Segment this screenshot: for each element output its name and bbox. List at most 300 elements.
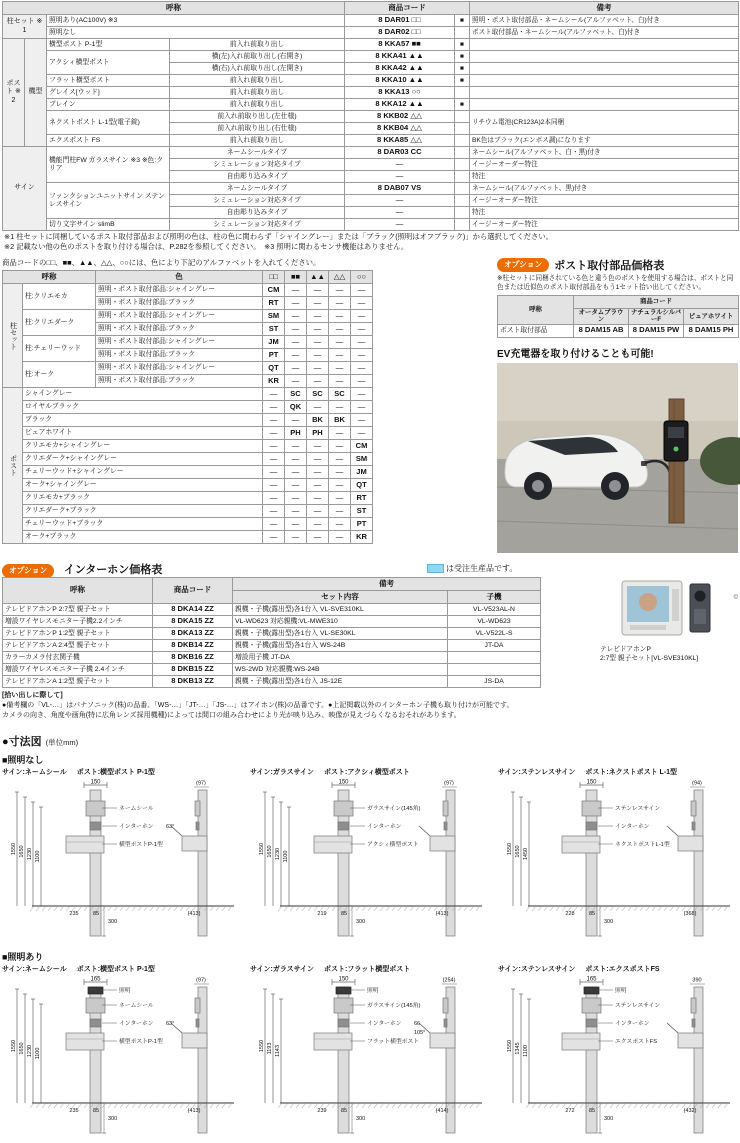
header-cell: ▲▲ xyxy=(307,271,329,284)
cell: ― xyxy=(329,440,351,453)
svg-text:272: 272 xyxy=(565,1108,575,1114)
cell: ― xyxy=(307,349,329,362)
diagram-post-label: ポスト:フラット横型ポスト xyxy=(324,966,411,973)
svg-text:1550: 1550 xyxy=(259,1039,265,1053)
cell: アクシィ横型ポスト xyxy=(47,51,170,75)
svg-text:1550: 1550 xyxy=(259,842,265,856)
cell: JM xyxy=(351,466,373,479)
cell: SC xyxy=(285,388,307,401)
diagram-caption xyxy=(2,767,242,777)
header-cell: 呼称 xyxy=(3,2,345,15)
svg-text:1100: 1100 xyxy=(283,850,289,863)
cell: 8 KKA12 ▲▲ xyxy=(345,99,455,111)
cell: ― xyxy=(307,518,329,531)
cell: 機能門柱FW ガラスサイン ※3 ※色:クリア xyxy=(47,147,170,183)
cell: オーク+シャイングレー xyxy=(23,479,263,492)
svg-text:(368): (368) xyxy=(683,911,697,917)
cell: ポスト xyxy=(3,388,23,544)
dimension-diagram xyxy=(250,767,490,946)
svg-text:1143: 1143 xyxy=(275,1045,281,1057)
diagram-sign-label: サイン:ネームシール xyxy=(2,769,67,776)
cell: ― xyxy=(329,505,351,518)
cell: ― xyxy=(345,171,455,183)
dimension-diagram-svg xyxy=(250,778,486,946)
cell: ― xyxy=(345,219,455,231)
cell: 照明なし xyxy=(47,27,345,39)
svg-text:150: 150 xyxy=(338,779,349,786)
dimension-diagram xyxy=(250,964,490,1143)
cell: JM xyxy=(263,336,285,349)
cell: 8 DAR02 □□ xyxy=(345,27,455,39)
cell: ― xyxy=(285,362,307,375)
cell: 照明・ポスト取付部品:ブラック xyxy=(96,297,263,310)
cell: 柱:クリエモカ xyxy=(23,284,96,310)
cell: ネクストポスト L-1型(電子錠) xyxy=(47,111,170,135)
cell: ― xyxy=(329,453,351,466)
svg-text:300: 300 xyxy=(108,919,118,925)
product-code-table xyxy=(2,1,739,231)
cell: 自由彫り込みタイプ xyxy=(170,207,345,219)
cell: シャイングレー xyxy=(23,388,263,401)
monitor-unit xyxy=(622,581,682,635)
cell: ― xyxy=(307,492,329,505)
intercom-caption-line2: 2:7型 親子セット[VL-SVE310KL] xyxy=(600,655,699,663)
cell: 8 KKA41 ▲▲ xyxy=(345,51,455,63)
cell: 親機・子機(露出型)各1台入 VL-SE30KL xyxy=(233,628,448,640)
dimension-unit: (単位mm) xyxy=(45,738,79,747)
cell: KR xyxy=(263,375,285,388)
cell xyxy=(455,147,470,159)
header-cell: 備考 xyxy=(233,578,541,591)
diagram-post-label: ポスト:横型ポスト P-1型 xyxy=(76,966,155,973)
cell: オーク+ブラック xyxy=(23,531,263,544)
option-badge: オプション xyxy=(2,564,54,578)
svg-text:1100: 1100 xyxy=(523,1045,529,1057)
cell: JS-DA xyxy=(448,676,541,688)
diagram-sign-label: サイン:ガラスサイン xyxy=(250,966,315,973)
cell: ― xyxy=(329,518,351,531)
dimension-diagram-svg xyxy=(2,975,238,1143)
cell: 8 DAB07 VS xyxy=(345,183,455,195)
header-cell: 呼称 xyxy=(3,578,153,604)
cell: ― xyxy=(307,375,329,388)
svg-text:(413): (413) xyxy=(187,1108,201,1114)
cell: 自由彫り込みタイプ xyxy=(170,171,345,183)
cell: 特注 xyxy=(470,207,739,219)
diagram-row-no-light xyxy=(2,767,738,946)
intercom-note-2: カメラの向き、角度や画角(特に広角レンズ採用機種)によっては間口の組み合わせにより光が映り込み、映像が見えづらくなるおそれがあります。 xyxy=(2,711,461,719)
cell: ― xyxy=(263,479,285,492)
cell: ― xyxy=(329,310,351,323)
cell: ― xyxy=(285,505,307,518)
svg-text:1650: 1650 xyxy=(515,845,521,858)
cell: ― xyxy=(285,323,307,336)
intercom-photo xyxy=(620,577,716,643)
cell: ― xyxy=(263,388,285,401)
svg-text:300: 300 xyxy=(604,919,614,925)
svg-text:66: 66 xyxy=(414,1021,421,1027)
header-cell: ピュアホワイト xyxy=(684,309,739,325)
svg-text:横型ポストP-1型: 横型ポストP-1型 xyxy=(119,842,163,848)
cell: ― xyxy=(263,466,285,479)
cell: ― xyxy=(285,531,307,544)
cell: 照明・ポスト取付部品:シャイングレー xyxy=(96,284,263,297)
svg-text:1345: 1345 xyxy=(515,1042,521,1055)
header-cell: □□ xyxy=(263,271,285,284)
cell: CM xyxy=(263,284,285,297)
cell: ― xyxy=(263,414,285,427)
ev-charger-photo xyxy=(497,363,738,553)
svg-text:1100: 1100 xyxy=(35,850,41,863)
cell: 切り文字サイン slimB xyxy=(47,219,170,231)
diagram-sign-label: サイン:ガラスサイン xyxy=(250,769,315,776)
cell: ― xyxy=(263,440,285,453)
cell: 前入れ前取り出し xyxy=(170,135,345,147)
svg-text:235: 235 xyxy=(69,1108,79,1114)
cell: ― xyxy=(285,414,307,427)
intercom-notes xyxy=(2,691,738,720)
cell: 8 KKA57 ■■ xyxy=(345,39,455,51)
svg-text:1650: 1650 xyxy=(267,845,273,858)
cell: 照明あり(AC100V) ※3 xyxy=(47,15,345,27)
cell: フラット横型ポスト xyxy=(47,75,170,87)
dimension-diagram xyxy=(2,964,242,1143)
cell: ― xyxy=(263,492,285,505)
cell xyxy=(448,664,541,676)
footnotes xyxy=(4,232,724,252)
svg-text:63°: 63° xyxy=(166,1021,175,1027)
svg-text:1550: 1550 xyxy=(507,842,513,856)
cell: VL-WD623 対応親機:VL-MWE310 xyxy=(233,616,448,628)
cell xyxy=(470,39,739,51)
svg-text:(254): (254) xyxy=(442,977,456,984)
cell: 照明・ポスト取付部品:シャイングレー xyxy=(96,310,263,323)
cell: 8 DAM15 PH xyxy=(684,324,739,337)
svg-text:1230: 1230 xyxy=(27,847,33,861)
cell: ― xyxy=(351,414,373,427)
svg-text:横型ポストP-1型: 横型ポストP-1型 xyxy=(119,1039,163,1045)
svg-text:150: 150 xyxy=(338,976,349,983)
cell: 増設ワイヤレスモニター子機2.2インチ xyxy=(3,616,153,628)
svg-text:(432): (432) xyxy=(683,1108,697,1114)
cell xyxy=(455,159,470,171)
svg-text:1650: 1650 xyxy=(19,1042,25,1055)
cell: リチウム電池(CR123A)2本同梱 xyxy=(470,111,739,135)
cell: ― xyxy=(285,492,307,505)
svg-text:85: 85 xyxy=(92,911,100,917)
option-column xyxy=(497,257,738,553)
product-code-table xyxy=(2,1,738,231)
cell: ― xyxy=(285,349,307,362)
cell: ― xyxy=(307,284,329,297)
cell: ― xyxy=(351,310,373,323)
cell: ― xyxy=(263,453,285,466)
diagram-caption xyxy=(250,767,490,777)
dimension-diagram xyxy=(498,964,738,1143)
cell: ― xyxy=(307,336,329,349)
cell: プレイン xyxy=(47,99,170,111)
cell: ファンクションユニットサイン ステンレスサイン xyxy=(47,183,170,219)
cell: チェリーウッド+ブラック xyxy=(23,518,263,531)
cell: ■ xyxy=(455,51,470,63)
cell: 増設用子機 JT-DA xyxy=(233,652,448,664)
cell: SM xyxy=(351,453,373,466)
photo-copyright: © xyxy=(733,595,738,601)
cell: 8 DAR01 □□ xyxy=(345,15,455,27)
svg-text:239: 239 xyxy=(317,1108,327,1114)
cell: 照明・ポスト取付部品:ブラック xyxy=(96,375,263,388)
svg-text:1550: 1550 xyxy=(11,842,17,856)
diagram-caption xyxy=(250,964,490,974)
cell: ― xyxy=(307,479,329,492)
intercom-price-table xyxy=(2,577,541,688)
cell: ― xyxy=(345,207,455,219)
cell: ― xyxy=(285,310,307,323)
cell: ポスト ※2 xyxy=(3,39,25,147)
header-cell: 商品コード xyxy=(345,2,470,15)
cell: 前入れ前取り出し xyxy=(170,87,345,99)
svg-text:ステンレスサイン: ステンレスサイン xyxy=(615,806,661,812)
cell: ネームシール(アルファベット、白・黒)付き xyxy=(470,147,739,159)
cell: シミュレーション対応タイプ xyxy=(170,219,345,231)
svg-text:1230: 1230 xyxy=(27,1044,33,1058)
svg-text:165: 165 xyxy=(586,976,597,983)
cell: ネームシールタイプ xyxy=(170,183,345,195)
cell: BK色はブラック(エンボス調)になります xyxy=(470,135,739,147)
cell: ― xyxy=(307,440,329,453)
diagram-sign-label: サイン:ステンレスサイン xyxy=(498,966,576,973)
cell: ネームシールタイプ xyxy=(170,147,345,159)
cell xyxy=(455,207,470,219)
footnote-2: ※2 記載ない他の色のポストを取り付ける場合は、P.282を参照してください。 ※3 照明に関わるセンサ機能はありません。 xyxy=(4,241,409,251)
header-cell: △△ xyxy=(329,271,351,284)
cell: ― xyxy=(285,284,307,297)
svg-text:390: 390 xyxy=(692,977,702,984)
cell: 8 DKB15 ZZ xyxy=(153,664,233,676)
cell: ― xyxy=(329,362,351,375)
svg-text:1550: 1550 xyxy=(11,1039,17,1053)
cell: グレイス[ウッド] xyxy=(47,87,170,99)
cell: ■ xyxy=(455,63,470,75)
ev-charger-heading: EV充電器を取り付けることも可能! xyxy=(497,348,654,360)
cell xyxy=(455,183,470,195)
cell: RT xyxy=(351,492,373,505)
diagram-sign-label: サイン:ネームシール xyxy=(2,966,67,973)
dimension-diagram-svg xyxy=(250,975,486,1143)
photo-wall-upper xyxy=(497,363,738,421)
svg-text:ステンレスサイン: ステンレスサイン xyxy=(615,1003,661,1009)
cell: ― xyxy=(345,159,455,171)
cell: 8 KKA85 △△ xyxy=(345,135,455,147)
svg-text:(413): (413) xyxy=(187,911,201,917)
svg-text:ネームシール: ネームシール xyxy=(119,806,154,812)
cell: ポスト取付部品・ネームシール(アルファベット、白)付き xyxy=(470,27,739,39)
diagram-post-label: ポスト:ネクストポスト L-1型 xyxy=(585,769,678,776)
cell: 照明・ポスト取付部品:ブラック xyxy=(96,323,263,336)
cell: 横(左)入れ前取り出し(右開き) xyxy=(170,51,345,63)
option-badge: オプション xyxy=(497,258,549,272)
cell: ― xyxy=(351,375,373,388)
cell: 照明・ポスト取付部品:シャイングレー xyxy=(96,336,263,349)
svg-text:1100: 1100 xyxy=(35,1047,41,1060)
intercom-note-title: [拾い出しに際して] xyxy=(2,692,63,699)
cell: ― xyxy=(307,310,329,323)
cell: ― xyxy=(351,349,373,362)
svg-text:照明: 照明 xyxy=(367,988,379,994)
svg-text:85: 85 xyxy=(588,1108,596,1114)
made-to-order-legend xyxy=(427,563,517,574)
cell: 前入れ前取り出し xyxy=(170,39,345,51)
svg-text:(413): (413) xyxy=(435,911,449,917)
cell: RT xyxy=(263,297,285,310)
svg-text:300: 300 xyxy=(356,919,366,925)
color-code-table xyxy=(2,270,374,544)
svg-text:インターホン: インターホン xyxy=(367,1021,402,1027)
svg-text:インターホン: インターホン xyxy=(119,824,154,830)
cell: ― xyxy=(329,401,351,414)
cell: SC xyxy=(329,388,351,401)
header-cell: 商品コード xyxy=(153,578,233,604)
header-cell: ■■ xyxy=(285,271,307,284)
cell: 8 DAR03 CC xyxy=(345,147,455,159)
cell: KR xyxy=(351,531,373,544)
intercom-title: インターホン価格表 xyxy=(63,564,163,576)
cell: ― xyxy=(263,427,285,440)
cell: 柱セット xyxy=(3,284,23,388)
cell: チェリーウッド+シャイングレー xyxy=(23,466,263,479)
cell: シミュレーション対応タイプ xyxy=(170,159,345,171)
cell: SC xyxy=(307,388,329,401)
cell: ■ xyxy=(455,39,470,51)
diagram-caption xyxy=(2,964,242,974)
cell: ― xyxy=(329,427,351,440)
cell: ST xyxy=(351,505,373,518)
cell: ― xyxy=(285,479,307,492)
svg-text:ネクストポストL-1型: ネクストポストL-1型 xyxy=(615,842,670,848)
cell: PH xyxy=(307,427,329,440)
cell: ― xyxy=(263,505,285,518)
cell: QK xyxy=(285,401,307,414)
cell: 増設ワイヤレスモニター子機 2.4インチ xyxy=(3,664,153,676)
intercom-note-1: ●備考欄の「VL-…」はパナソニック(株)の品番、「WS-…」「JT-…」「JS-…」はアイホン(株)の品番です。●上記掲載以外のインターホン子機も取り付けが可能です。 xyxy=(2,701,514,709)
cell: ― xyxy=(351,401,373,414)
cell: ― xyxy=(307,505,329,518)
cell: ネームシール(アルファベット、黒)付き xyxy=(470,183,739,195)
diagram-caption xyxy=(498,964,738,974)
door-station xyxy=(690,584,710,632)
svg-text:63°: 63° xyxy=(166,824,175,830)
svg-text:ガラスサイン(145角): ガラスサイン(145角) xyxy=(367,1003,421,1009)
cell: 8 KKA10 ▲▲ xyxy=(345,75,455,87)
svg-text:235: 235 xyxy=(69,911,79,917)
svg-text:1230: 1230 xyxy=(275,847,281,861)
svg-text:ガラスサイン(145角): ガラスサイン(145角) xyxy=(367,806,421,812)
cell: 8 DAM15 AB xyxy=(574,324,629,337)
cell: 親機・子機(露出型)各1台入 JS-12E xyxy=(233,676,448,688)
cell: クリエモカ+ブラック xyxy=(23,492,263,505)
cell: 柱:チェリーウッド xyxy=(23,336,96,362)
svg-text:アクシィ横型ポスト: アクシィ横型ポスト xyxy=(367,842,419,848)
cell: 8 DKA15 ZZ xyxy=(153,616,233,628)
footnote-1: ※1 柱セットに同梱しているポスト取付部品および照明の色は、柱の色に関わらず「シャイングレー」または「ブラック(照明はオフブラック)」から選択してください。 xyxy=(4,232,553,241)
header-cell: セット内容 xyxy=(233,591,448,604)
cell: ― xyxy=(351,427,373,440)
cell: ― xyxy=(307,297,329,310)
cell: QT xyxy=(351,479,373,492)
cell: ― xyxy=(329,492,351,505)
cell: PH xyxy=(285,427,307,440)
cell: 横型ポスト P-1型 xyxy=(47,39,170,51)
subheading-no-light: ■照明なし xyxy=(2,755,44,765)
cell: 8 DKB13 ZZ xyxy=(153,676,233,688)
cell: ■ xyxy=(455,99,470,111)
cell: テレビドアホンP 1:2型 親子セット xyxy=(3,628,153,640)
diagram-sign-label: サイン:ステンレスサイン xyxy=(498,769,576,776)
cell: ― xyxy=(285,466,307,479)
cell xyxy=(455,123,470,135)
cell: 照明・ポスト取付部品・ネームシール(アルファベット、白)付き xyxy=(470,15,739,27)
cell: ― xyxy=(351,323,373,336)
cell: ― xyxy=(285,336,307,349)
cell: ― xyxy=(307,453,329,466)
color-code-intro: 商品コードの□□、■■、▲▲、△△、○○には、色により下記のアルファベットを入れてください。 xyxy=(2,258,321,267)
cell: SM xyxy=(263,310,285,323)
cell: ― xyxy=(285,518,307,531)
mount-parts-title: ポスト取付部品価格表 xyxy=(554,260,665,272)
cell: ― xyxy=(307,531,329,544)
cell: JT-DA xyxy=(448,640,541,652)
cell: 8 KKA42 ▲▲ xyxy=(345,63,455,75)
cell: VL-V522L-S xyxy=(448,628,541,640)
cell xyxy=(455,87,470,99)
cell: ― xyxy=(263,531,285,544)
cell: WS-2WD 対応親機:WS-24B xyxy=(233,664,448,676)
svg-text:(414): (414) xyxy=(435,1108,449,1114)
cell xyxy=(455,135,470,147)
cell: クリエダーク+ブラック xyxy=(23,505,263,518)
cell: 親機・子機(露出型)各1台入 WS-24B xyxy=(233,640,448,652)
color-code-table xyxy=(2,270,373,544)
cell: VL-WD623 xyxy=(448,616,541,628)
cell: 柱:オーク xyxy=(23,362,96,388)
svg-text:インターホン: インターホン xyxy=(615,824,650,830)
intercom-caption-line1: テレビドアホンP xyxy=(600,646,651,653)
cell: 前入れ前取り出し(左仕様) xyxy=(170,111,345,123)
svg-text:1650: 1650 xyxy=(19,845,25,858)
svg-text:照明: 照明 xyxy=(615,988,627,994)
cell xyxy=(455,27,470,39)
cell: ― xyxy=(329,336,351,349)
cell: ブラック xyxy=(23,414,263,427)
svg-text:フラット横型ポスト: フラット横型ポスト xyxy=(367,1039,420,1045)
cell: ― xyxy=(345,195,455,207)
cell: PT xyxy=(351,518,373,531)
made-to-order-text: は受注生産品です。 xyxy=(446,564,518,573)
cell: CM xyxy=(351,440,373,453)
dimension-diagram-svg xyxy=(498,778,734,946)
cell: 前入れ前取り出し xyxy=(170,75,345,87)
mount-parts-header xyxy=(497,257,738,273)
cell: 照明・ポスト取付部品:ブラック xyxy=(96,349,263,362)
dimension-title-row xyxy=(2,733,738,749)
cell: クリエモカ+シャイングレー xyxy=(23,440,263,453)
svg-text:85: 85 xyxy=(340,911,348,917)
svg-text:インターホン: インターホン xyxy=(615,1021,650,1027)
cell: ― xyxy=(307,362,329,375)
cell xyxy=(455,195,470,207)
header-cell: 呼称 xyxy=(498,296,574,325)
intercom-product-image xyxy=(600,577,738,663)
